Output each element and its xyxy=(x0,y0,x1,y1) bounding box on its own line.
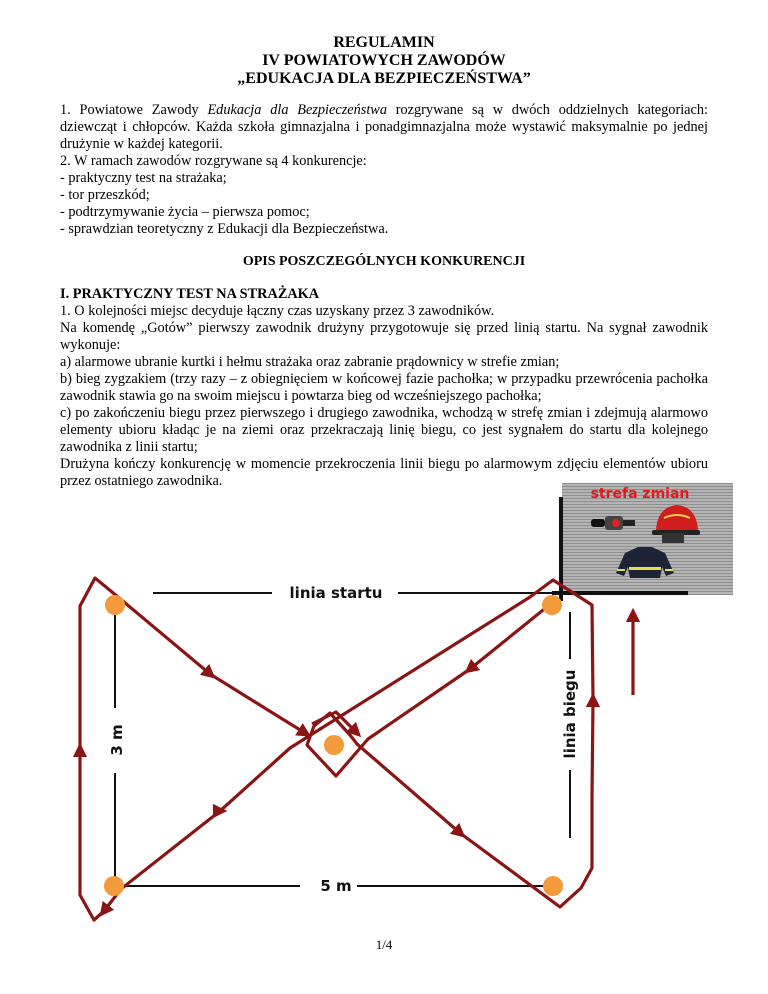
section-1 xyxy=(60,286,708,490)
intro-paragraph-2: 2. W ramach zawodów rozgrywane są 4 konkurencje: xyxy=(60,153,367,169)
cones xyxy=(104,595,563,896)
title-line-1: REGULAMIN xyxy=(333,34,435,51)
start-line-label: linia startu xyxy=(289,584,383,602)
section-1-item-c: c) po zakończeniu biegu przez pierwszego i drugiego zawodnika, wchodzą w strefę zmian i zdejmują alarmowo elementy ubioru kładąc je na ziemi oraz przekraczają linię biegu, co jest sygnałem do startu dla kolejnego zawodnika z linii startu; xyxy=(60,405,708,455)
cone-marker xyxy=(104,876,124,896)
zone-label: strefa zmian xyxy=(590,486,690,502)
cone-marker xyxy=(324,735,344,755)
section-1-heading: I. PRAKTYCZNY TEST NA STRAŻAKA xyxy=(60,286,320,302)
page-number: 1/4 xyxy=(375,937,393,952)
title-line-3: „EDUKACJA DLA BEZPIECZEŃSTWA” xyxy=(237,70,531,87)
course-diagram xyxy=(0,470,768,930)
section-1-paragraph-2: Na komendę „Gotów” pierwszy zawodnik drużyny przygotowuje się przed linią startu. Na sygnał zawodnik wykonuje: xyxy=(60,320,708,353)
list-item: - tor przeszkód; xyxy=(60,187,150,203)
list-item: - podtrzymywanie życia – pierwsza pomoc; xyxy=(60,204,310,220)
title-line-2: IV POWIATOWYCH ZAWODÓW xyxy=(262,52,506,69)
width-label: 5 m xyxy=(320,877,352,895)
section-1-paragraph-1: 1. O kolejności miejsc decyduje łączny czas uzyskany przez 3 zawodników. xyxy=(60,303,495,319)
cone-marker xyxy=(543,876,563,896)
section-title: OPIS POSZCZEGÓLNYCH KONKURENCJI xyxy=(242,254,526,269)
section-1-paragraph-3: Drużyna kończy konkurencję w momencie przekroczenia linii biegu po alarmowym zdjęciu elementów ubioru przez ostatniego zawodnika. xyxy=(60,456,708,489)
run-path xyxy=(80,578,633,920)
section-1-item-a: a) alarmowe ubranie kurtki i hełmu strażaka oraz zabranie prądownicy w strefie zmian; xyxy=(60,354,560,370)
list-item: - praktyczny test na strażaka; xyxy=(60,170,227,186)
cone-marker xyxy=(542,595,562,615)
list-item: - sprawdzian teoretyczny z Edukacji dla Bezpieczeństwa. xyxy=(60,221,389,237)
intro-section xyxy=(60,102,708,238)
intro-paragraph-1: 1. Powiatowe Zawody Edukacja dla Bezpieczeństwa rozgrywane są w dwóch oddzielnych kategoriach: dziewcząt i chłopców. Każda szkoła gimnazjalna i ponadgimnazjalna może wystawić maksymalnie po jednej drużynie w każdej kategorii. xyxy=(60,102,708,152)
change-zone xyxy=(562,483,733,595)
cone-marker xyxy=(105,595,125,615)
run-line-label: linia biegu xyxy=(561,669,579,759)
document-title xyxy=(60,34,708,88)
height-label: 3 m xyxy=(108,724,126,756)
section-1-item-b: b) bieg zygzakiem (trzy razy – z obiegnięciem w końcowej fazie pachołka; w przypadku przewrócenia pachołka zawodnik stawia go na swoim miejscu i powtarza bieg od wcześniejszego pachołka; xyxy=(60,371,708,404)
